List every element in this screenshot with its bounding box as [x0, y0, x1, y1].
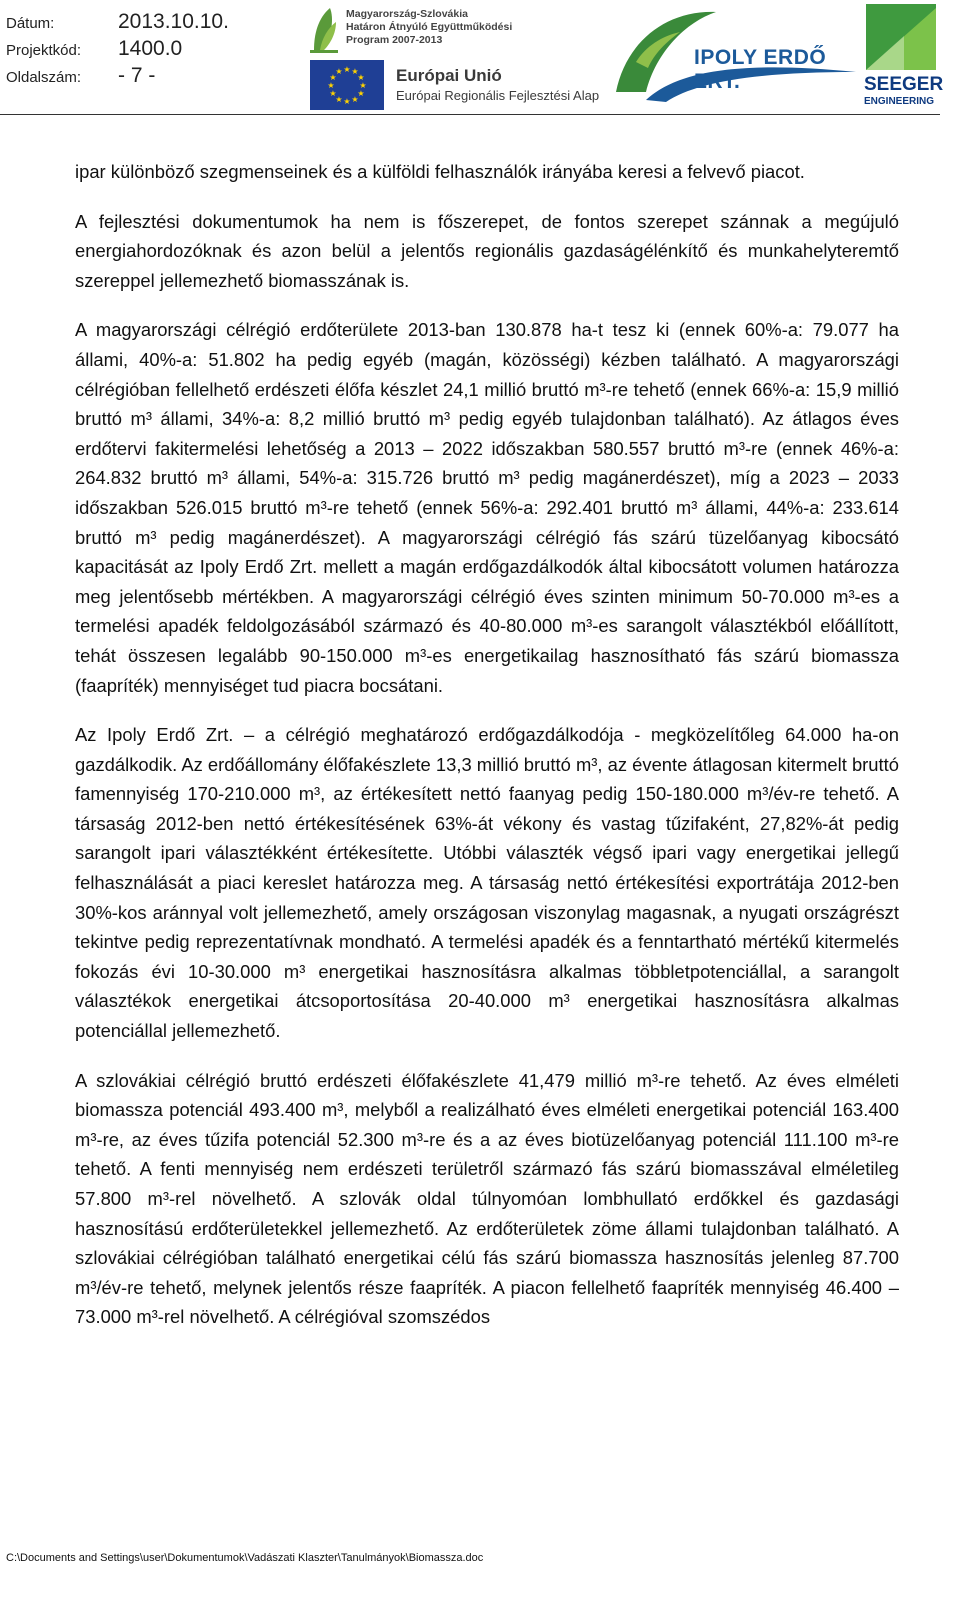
date-value: 2013.10.10. [118, 10, 229, 33]
svg-text:★: ★ [329, 73, 337, 82]
svg-text:★: ★ [335, 95, 343, 104]
svg-text:★: ★ [351, 67, 359, 76]
seeger-emblem-icon [864, 2, 938, 72]
body-paragraph: Az Ipoly Erdő Zrt. – a célrégió meghatározó erdőgazdálkodója - megközelítőleg 64.000 ha-on gazdálkodik. Az erdőállomány élőfakészlete 13,3 millió bruttó m³, az évente átlagosan kitermelt bruttó famennyiség 170-210.000 m³, az értékesített nettó faanyag pedig 150-180.000 m³/év-re tehető. A társaság 2012-ben nettó értékesítésének 63%-át vékony és vastag tűzifaként, 27,82%-át pedig sarangolt ipari választékként értékesítette. Utóbbi választék végső ipari vagy energetikai jellegű felhasználását a piaci kereslet határozza meg. A társaság nettó értékesítési exportrátája 2012-ben 30%-kos aránnyal volt jellemezhető, amely országosan viszonylag magasnak, a nyugati országrészt tekintve pedig reprezentatívnak mondható. A termelési apadék és a fenntartható mértékű kitermelés fokozás évi 10-30.000 m³ energetikai hasznosításra alkalmas többletpotenciállal, a sarangolt választékok energetikai átcsoportosítása 20-40.000 m³ energetikai hasznosításra alkalmas potenciállal jellemezhető. [75, 724, 899, 1042]
page-header [0, 0, 960, 116]
program-logo-line: Program 2007-2013 [346, 34, 443, 46]
program-emblem-icon [310, 4, 340, 54]
project-code-value: 1400.0 [118, 37, 183, 60]
page-number-label: Oldalszám: [6, 69, 82, 86]
body-paragraph: ipar különböző szegmenseinek és a külföldi felhasználók irányába keresi a felvevő piacot. [75, 161, 805, 182]
seeger-logo-subtitle: ENGINEERING [864, 96, 935, 107]
eu-logo-title: Európai Unió [396, 66, 502, 85]
program-logo-text [346, 8, 512, 47]
document-meta [6, 10, 229, 91]
body-paragraph: A fejlesztési dokumentumok ha nem is főszerepet, de fontos szerepet szánnak a megújuló energiahordozóknak és azon belül a jelentős regionális gazdaságélénkítő és munkahelyteremtő szereppel jellemezhető biomasszának is. [75, 210, 899, 291]
svg-text:★: ★ [357, 89, 365, 98]
program-logo-line: Határon Átnyúló Együttműködési [346, 21, 513, 33]
seeger-logo [864, 2, 944, 110]
eu-logo [310, 60, 610, 110]
eu-stars-icon [310, 60, 384, 110]
page-number-row [6, 64, 229, 91]
header-divider [0, 114, 940, 115]
svg-text:★: ★ [329, 89, 337, 98]
date-row [6, 10, 229, 37]
program-logo-line: Magyarország-Szlovákia [346, 8, 468, 20]
svg-text:★: ★ [343, 97, 351, 106]
body-paragraph: A magyarországi célrégió erdőterülete 2013-ban 130.878 ha-t tesz ki (ennek 60%-a: 79.077 ha állami, 40%-a: 51.802 ha pedig egyéb (magán, közösségi) kézben található. A magyarországi célrégióban fellelhető erdészeti élőfa készlet 24,1 millió bruttó m³-re tehető (ennek 66%-a: 15,9 millió bruttó m³ állami, 34%-a: 8,2 millió bruttó m³ pedig egyéb tulajdonban található). Az átlagos éves erdőtervi fakitermelési lehetőség a 2013 – 2022 időszakban 580.557 bruttó m³-re (ennek 46%-a: 264.832 bruttó m³ állami, 54%-a: 315.726 bruttó m³ pedig magánerdészet), míg a 2023 – 2033 időszakban 526.015 bruttó m³-re tehető (ennek 56%-a: 292.401 bruttó m³ állami, 44%-a: 233.614 bruttó m³ pedig magánerdészet). A magyarországi célrégió fás szárú tüzelőanyag kibocsátó kapacitását az Ipoly Erdő Zrt. mellett a magán erdőgazdálkodók által kibocsátott volumen határozza meg jelentősebb mértékben. A magyarországi célrégió éves szinten minimum 50-70.000 m³-es a termelési apadék feldolgozásából származó és 40-80.000 m³-es sarangolt választékból előállított, tehát összesen legalább 90-150.000 m³-es energetikailag hasznosítható fás szárú biomassza (faapríték) mennyiséget tud piacra bocsátani. [75, 319, 899, 696]
document-body [75, 157, 899, 1332]
program-logo [310, 4, 520, 56]
eu-flag-icon [310, 60, 384, 110]
svg-text:★: ★ [359, 81, 367, 90]
date-label: Dátum: [6, 15, 55, 32]
ipoly-logo [606, 2, 862, 110]
svg-text:★: ★ [343, 65, 351, 74]
ipoly-logo-text: IPOLY ERDŐ ZRT. [694, 46, 827, 93]
svg-text:★: ★ [327, 81, 335, 90]
svg-text:★: ★ [357, 73, 365, 82]
page-number-value: - 7 - [118, 64, 156, 87]
seeger-logo-name: SEEGER [864, 74, 944, 95]
body-paragraph: A szlovákiai célrégió bruttó erdészeti élőfakészlete 41,479 millió m³-re tehető. Az éves elméleti biomassza potenciál 493.400 m³, melyből a realizálható éves elméleti energetikai potenciál 163.400 m³-re, az éves tűzifa potenciál 52.300 m³-re és a az éves biotüzelőanyag potenciál 111.100 m³-re tehető. A fenti mennyiség nem erdészeti területről származó fás szárú biomasszával elméletileg 57.800 m³-rel növelhető. A szlovák oldal túlnyomóan lombhullató erdőkkel és gazdasági hasznosítású erdőterületekkel jellemezhető. Az erdőterületek zöme állami tulajdonban található. A szlovákiai célrégióban található energetikai célú fás szárú biomassza hasznosítás jelenleg 87.700 m³/év-re tehető, melynek jelentős része faapríték. A piacon fellelhető faapríték mennyiség 46.400 – 73.000 m³-rel növelhető. A célrégióval szomszédos [75, 1069, 899, 1328]
eu-logo-subtitle: Európai Regionális Fejlesztési Alap [396, 88, 600, 103]
project-code-label: Projektkód: [6, 42, 82, 59]
svg-text:★: ★ [351, 95, 359, 104]
svg-text:★: ★ [335, 67, 343, 76]
file-path-footer: C:\Documents and Settings\user\Dokumentumok\Vadászati Klaszter\Tanulmányok\Biomassza.doc [6, 1552, 484, 1564]
project-code-row [6, 37, 229, 64]
